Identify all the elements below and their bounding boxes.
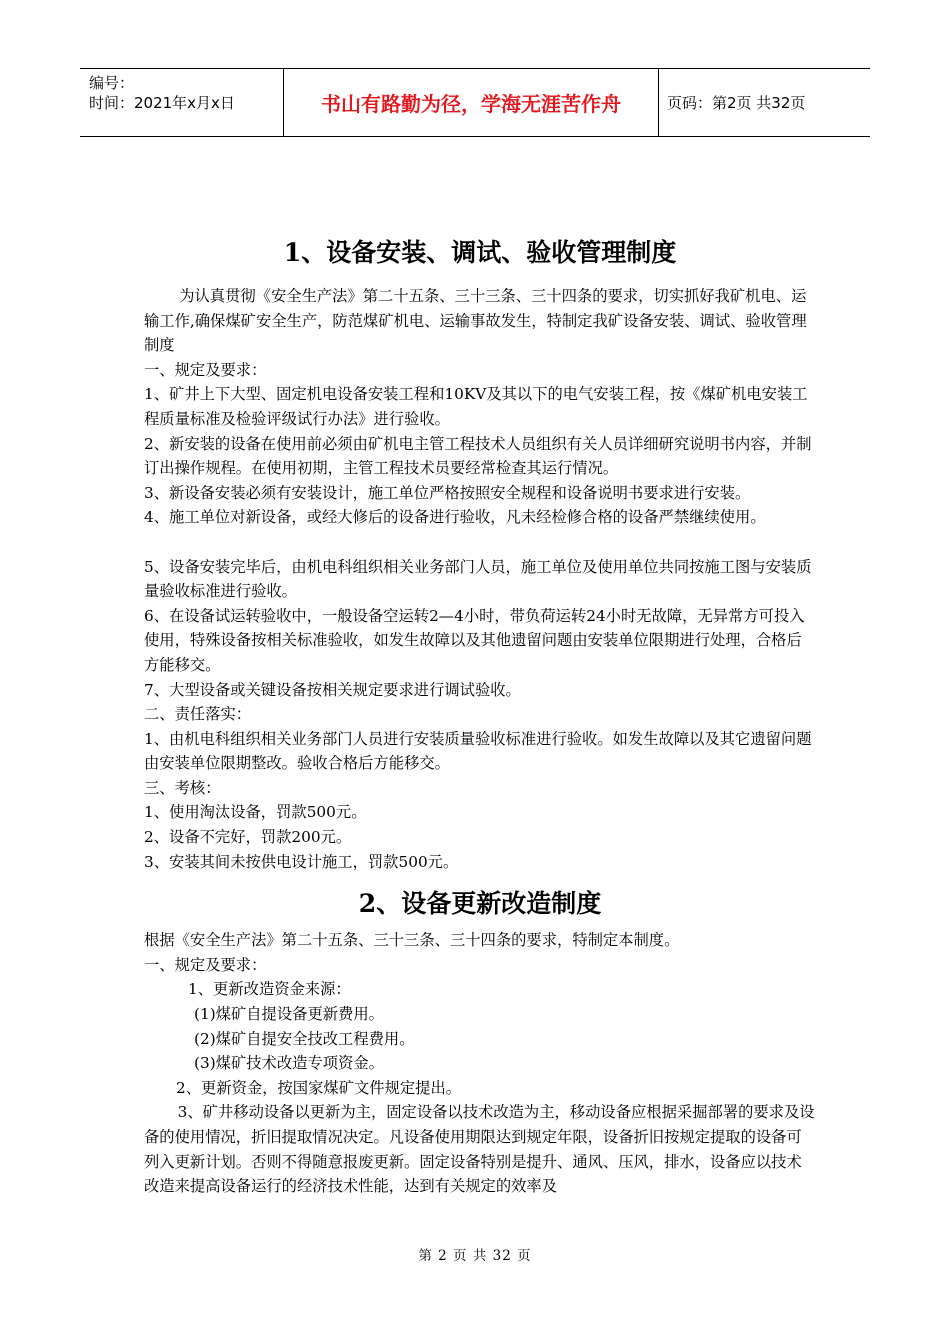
section1-resp-item: 1、由机电科组织相关业务部门人员进行安装质量验收标准进行验收。如发生故障以及其它遗留问题由安装单位限期整改。验收合格后方能移交。: [144, 729, 812, 773]
motto: 书山有路勤为径，学海无涯苦作舟: [283, 69, 659, 136]
paragraph-gap: [144, 530, 816, 555]
document-body: [144, 233, 816, 1199]
page-footer: 第 2 页 共 32 页: [418, 1248, 532, 1264]
section1-req-item: 1、矿井上下大型、固定机电设备安装工程和10KV及其以下的电气安装工程，按《煤矿机电安装工程质量标准及检验评级试行办法》进行验收。: [144, 385, 808, 428]
section1-check-heading: 三、考核：: [144, 778, 221, 797]
section1-intro: 为认真贯彻《安全生产法》第二十五条、三十三条、三十四条的要求，切实抓好我矿机电、运输工作,确保煤矿安全生产，防范煤矿机电、运输事故发生，特制定我矿设备安装、调试、验收管理制度: [144, 287, 807, 355]
section1-check-item: 1、使用淘汰设备，罚款500元。: [144, 803, 367, 822]
time-label: 时间：2021年x月x日: [89, 94, 235, 112]
number-label: 编号：: [89, 74, 135, 92]
section2-fund-item: (2)煤矿自提安全技改工程费用。: [194, 1029, 415, 1048]
header-table: [80, 68, 870, 137]
section2-item-2: 2、更新资金，按国家煤矿文件规定提出。: [176, 1078, 462, 1097]
section2-fund-item: (1)煤矿自提设备更新费用。: [194, 1005, 384, 1024]
section1-req-item: 7、大型设备或关键设备按相关规定要求进行调试验收。: [144, 680, 521, 699]
section1-req-item: 2、新安装的设备在使用前必须由矿机电主管工程技术人员组织有关人员详细研究说明书内容，并制订出操作规程。在使用初期，主管工程技术员要经常检查其运行情况。: [144, 434, 812, 478]
section2-req-heading: 一、规定及要求：: [144, 955, 267, 974]
section1-title: 1、设备安装、调试、验收管理制度: [283, 238, 677, 267]
section1-check-item: 3、安装其间未按供电设计施工，罚款500元。: [144, 852, 459, 871]
section1-resp-heading: 二、责任落实：: [144, 705, 252, 724]
section2-fund-heading: 1、更新改造资金来源：: [188, 980, 351, 999]
section1-req-heading: 一、规定及要求：: [144, 360, 267, 379]
header-left-cell: [80, 69, 283, 136]
page-info: 页码：第2页 共32页: [667, 94, 806, 112]
section2-fund-item: (3)煤矿技术改造专项资金。: [194, 1054, 384, 1073]
section1-req-item: 5、设备安装完毕后，由机电科组织相关业务部门人员，施工单位及使用单位共同按施工图与安装质量验收标准进行验收。: [144, 557, 812, 601]
section1-check-item: 2、设备不完好，罚款200元。: [144, 828, 352, 847]
section2-title: 2、设备更新改造制度: [358, 889, 602, 919]
section2-intro: 根据《安全生产法》第二十五条、三十三条、三十四条的要求，特制定本制度。: [144, 931, 680, 950]
section1-req-item: 4、施工单位对新设备，或经大修后的设备进行验收，凡未经检修合格的设备严禁继续使用。: [144, 508, 766, 527]
section1-req-item: 3、新设备安装必须有安装设计，施工单位严格按照安全规程和设备说明书要求进行安装。: [144, 483, 751, 502]
section1-req-item: 6、在设备试运转验收中，一般设备空运转2—4小时，带负荷运转24小时无故障，无异常方可投入使用，特殊设备按相关标准验收，如发生故障以及其他遗留问题由安装单位限期进行处理，合格后方能移交。: [144, 606, 805, 674]
section2-item-3: 3、矿井移动设备以更新为主，固定设备以技术改造为主，移动设备应根据采掘部署的要求及设备的使用情况，折旧提取情况决定。凡设备使用期限达到规定年限，设备折旧按规定提取的设备可列入更新计划。否则不得随意报废更新。固定设备特别是提升、通风、压风，排水，设备应以技术改造来提高设备运行的经济技术性能，达到有关规定的效率及: [144, 1103, 815, 1196]
